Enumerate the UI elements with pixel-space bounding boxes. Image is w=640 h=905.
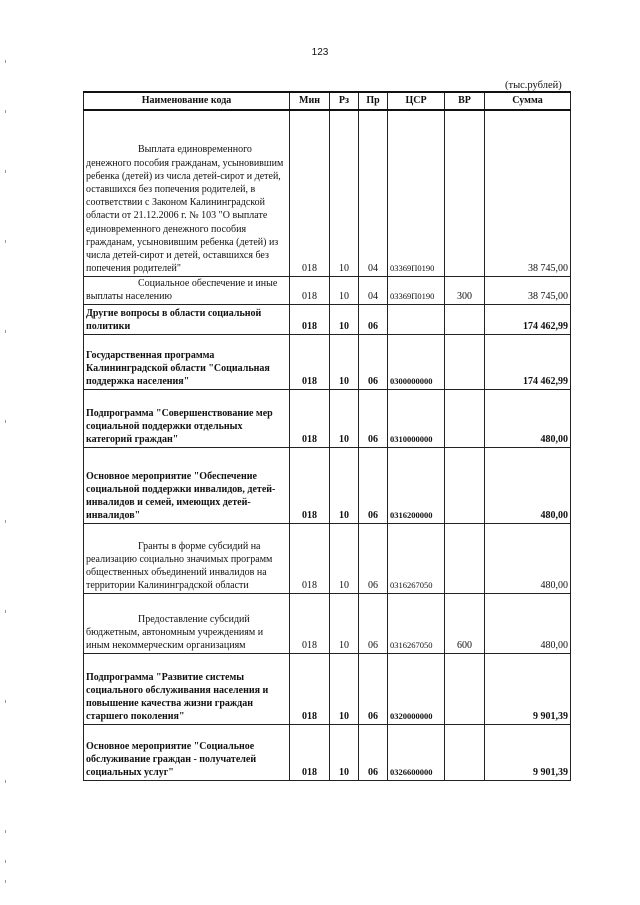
units-label: (тыс.рублей): [505, 80, 562, 91]
row-csr: 0300000000: [388, 334, 445, 389]
row-vr: [445, 334, 485, 389]
table-row: [84, 110, 571, 276]
row-name-text: Подпрограмма "Развитие системы социального обслуживания населения и повышение качества жизни граждан старшего поколения": [86, 671, 269, 723]
row-min: 018: [290, 334, 330, 389]
row-name-text: Социальное обеспечение и иные выплаты населению: [86, 278, 278, 303]
row-pr: 06: [359, 523, 388, 593]
row-name-text: Выплата единовременного денежного пособия гражданам, усыновившим ребенка (детей) из числа детей-сирот и детей, оставшихся без попечения родителей, в соответствии с Законом Калининградской области от 21.12.2006 г. № 103 "О выплате единовременного денежного пособия гражданам, усыновившим ребенка (детей) из числа детей-сирот и детей, оставшихся без попечения родителей": [86, 144, 284, 275]
header-pr: Пр: [359, 92, 388, 110]
row-name: [84, 334, 290, 389]
row-vr: [445, 447, 485, 523]
table-row: [84, 389, 571, 447]
row-name-text: Государственная программа Калининградской области "Социальная поддержка населения": [86, 349, 270, 388]
row-name: [84, 110, 290, 276]
scan-edge-marks: [0, 0, 12, 905]
row-csr: 0326600000: [388, 724, 445, 780]
row-min: 018: [290, 523, 330, 593]
row-vr: [445, 389, 485, 447]
row-name: [84, 593, 290, 653]
row-name: [84, 653, 290, 724]
row-min: 018: [290, 110, 330, 276]
row-csr: 0310000000: [388, 389, 445, 447]
row-name: [84, 389, 290, 447]
row-pr: 06: [359, 334, 388, 389]
row-sum: 9 901,39: [485, 724, 571, 780]
row-sum: 38 745,00: [485, 276, 571, 304]
row-csr: 03369П0190: [388, 110, 445, 276]
row-name: [84, 304, 290, 334]
budget-table: [83, 91, 571, 781]
table-row: [84, 724, 571, 780]
row-name-text: Основное мероприятие "Обеспечение социальной поддержки инвалидов, детей-инвалидов и семей, имеющих детей-инвалидов": [86, 470, 276, 522]
row-sum: 480,00: [485, 447, 571, 523]
row-name-text: Подпрограмма "Совершенствование мер социальной поддержки отдельных категорий граждан": [86, 407, 273, 446]
row-rz: 10: [330, 653, 359, 724]
row-vr: [445, 653, 485, 724]
row-rz: 10: [330, 304, 359, 334]
row-csr: 03369П0190: [388, 276, 445, 304]
row-pr: 06: [359, 653, 388, 724]
header-csr: ЦСР: [388, 92, 445, 110]
header-vr: ВР: [445, 92, 485, 110]
row-rz: 10: [330, 593, 359, 653]
row-min: 018: [290, 389, 330, 447]
row-sum: 480,00: [485, 593, 571, 653]
table-row: [84, 593, 571, 653]
header-name: Наименование кода: [84, 92, 290, 110]
header-rz: Рз: [330, 92, 359, 110]
table-row: [84, 653, 571, 724]
row-name-text: Основное мероприятие "Социальное обслуживание граждан - получателей социальных услуг": [86, 740, 257, 779]
row-rz: 10: [330, 447, 359, 523]
table-row: [84, 304, 571, 334]
row-min: 018: [290, 724, 330, 780]
header-sum: Сумма: [485, 92, 571, 110]
row-min: 018: [290, 653, 330, 724]
row-rz: 10: [330, 523, 359, 593]
row-name: [84, 276, 290, 304]
row-name-text: Гранты в форме субсидий на реализацию социально значимых программ общественных объединений инвалидов на территории Калининградской области: [86, 540, 273, 592]
row-vr: [445, 304, 485, 334]
header-min: Мин: [290, 92, 330, 110]
row-rz: 10: [330, 724, 359, 780]
row-pr: 06: [359, 593, 388, 653]
row-vr: 600: [445, 593, 485, 653]
row-csr: 0320000000: [388, 653, 445, 724]
row-sum: 38 745,00: [485, 110, 571, 276]
row-min: 018: [290, 593, 330, 653]
row-name-text: Другие вопросы в области социальной политики: [86, 308, 262, 333]
row-vr: [445, 110, 485, 276]
row-rz: 10: [330, 276, 359, 304]
table-row: [84, 447, 571, 523]
row-sum: 480,00: [485, 523, 571, 593]
row-csr: 0316267050: [388, 593, 445, 653]
row-pr: 06: [359, 389, 388, 447]
page-number: 123: [311, 47, 329, 58]
row-name: [84, 724, 290, 780]
row-name: [84, 523, 290, 593]
row-pr: 06: [359, 724, 388, 780]
row-sum: 480,00: [485, 389, 571, 447]
row-rz: 10: [330, 110, 359, 276]
row-csr: [388, 304, 445, 334]
row-vr: [445, 523, 485, 593]
row-rz: 10: [330, 389, 359, 447]
table-row: [84, 523, 571, 593]
row-min: 018: [290, 447, 330, 523]
table-row: [84, 276, 571, 304]
row-csr: 0316200000: [388, 447, 445, 523]
row-name-text: Предоставление субсидий бюджетным, автономным учреждениям и иным некоммерческим организациям: [86, 613, 264, 652]
row-rz: 10: [330, 334, 359, 389]
row-min: 018: [290, 276, 330, 304]
row-pr: 04: [359, 110, 388, 276]
row-vr: 300: [445, 276, 485, 304]
row-pr: 04: [359, 276, 388, 304]
row-sum: 174 462,99: [485, 304, 571, 334]
table-row: [84, 334, 571, 389]
row-sum: 9 901,39: [485, 653, 571, 724]
row-min: 018: [290, 304, 330, 334]
row-csr: 0316267050: [388, 523, 445, 593]
row-name: [84, 447, 290, 523]
row-vr: [445, 724, 485, 780]
row-pr: 06: [359, 304, 388, 334]
table-header-row: [84, 92, 571, 110]
row-sum: 174 462,99: [485, 334, 571, 389]
row-pr: 06: [359, 447, 388, 523]
